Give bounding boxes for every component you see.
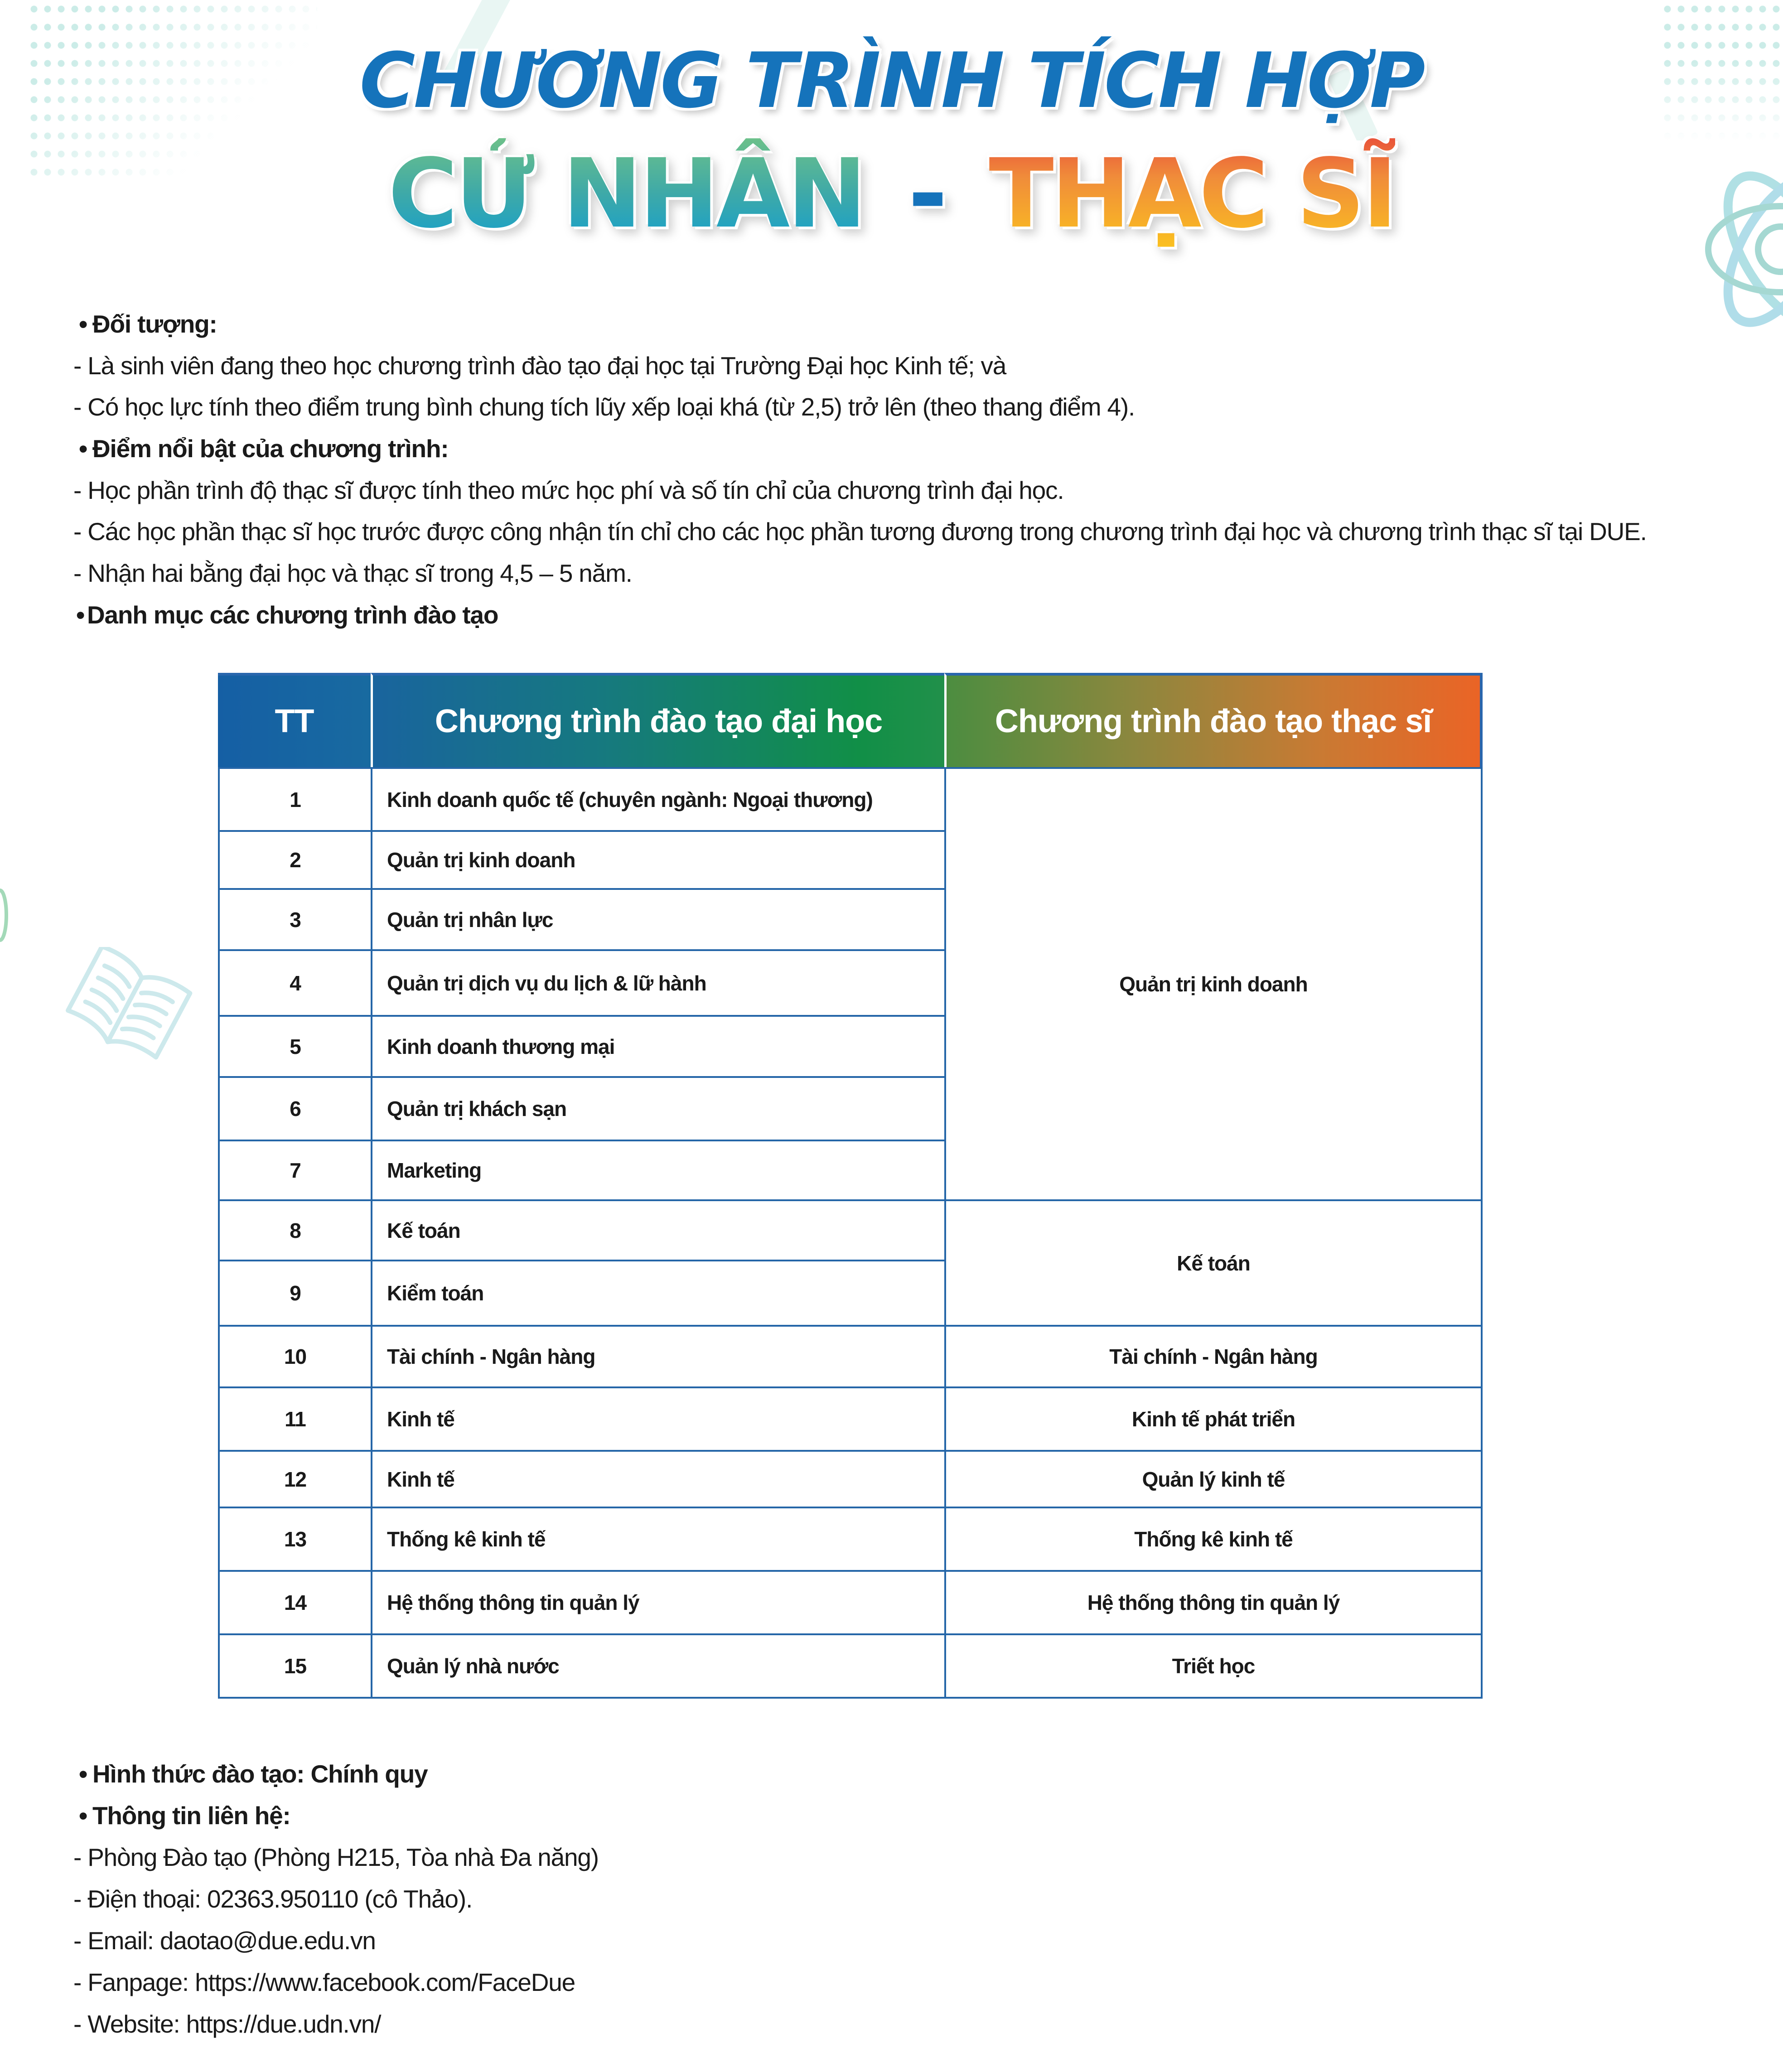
undergrad-program: Kinh tế: [371, 1386, 946, 1452]
undergrad-program: Kinh doanh thương mại: [371, 1015, 946, 1078]
atom-icon: [0, 884, 14, 947]
masters-program: Quản trị kinh doanh: [944, 767, 1483, 1201]
row-number: 9: [218, 1260, 372, 1327]
contact-fanpage[interactable]: - Fanpage: https://www.facebook.com/FaceDue: [73, 1968, 575, 1996]
header-masters: Chương trình đào tạo thạc sĩ: [944, 673, 1483, 767]
row-number: 4: [218, 949, 372, 1017]
heading-mode: • Hình thức đào tạo: Chính quy: [73, 1758, 428, 1790]
highlight-line-3: - Nhận hai bằng đại học và thạc sĩ trong 4,5 – 5 năm.: [73, 559, 632, 587]
heading-highlights: • Điểm nổi bật của chương trình:: [73, 433, 448, 464]
title-bachelor: CỬ NHÂN: [388, 138, 864, 249]
row-number: 11: [218, 1386, 372, 1452]
row-number: 10: [218, 1325, 372, 1388]
row-number: 14: [218, 1570, 372, 1635]
title-master: THẠC SĨ: [989, 138, 1395, 249]
contact-office: - Phòng Đào tạo (Phòng H215, Tòa nhà Đa năng): [73, 1843, 599, 1871]
programs-table: [218, 673, 1483, 1697]
undergrad-program: Kinh doanh quốc tế (chuyên ngành: Ngoại thương): [371, 767, 946, 832]
target-line-2: - Có học lực tính theo điểm trung bình chung tích lũy xếp loại khá (từ 2,5) trở lên (theo thang điểm 4).: [73, 393, 1135, 421]
undergrad-program: Quản trị dịch vụ du lịch & lữ hành: [371, 949, 946, 1017]
masters-program: Thống kê kinh tế: [944, 1507, 1483, 1572]
row-number: 2: [218, 830, 372, 890]
page-title-line1: CHƯƠNG TRÌNH TÍCH HỢP: [359, 36, 1424, 125]
undergrad-program: Kế toán: [371, 1199, 946, 1261]
bullet-icon: •: [76, 601, 85, 629]
row-number: 8: [218, 1199, 372, 1261]
undergrad-program: Hệ thống thông tin quản lý: [371, 1570, 946, 1635]
row-number: 12: [218, 1450, 372, 1508]
undergrad-program: Thống kê kinh tế: [371, 1507, 946, 1572]
undergrad-program: Tài chính - Ngân hàng: [371, 1325, 946, 1388]
masters-program: Tài chính - Ngân hàng: [944, 1325, 1483, 1388]
header-undergrad: Chương trình đào tạo đại học: [371, 673, 944, 767]
open-book-icon: [59, 947, 195, 1065]
header-tt: TT: [218, 673, 371, 767]
masters-program: Hệ thống thông tin quản lý: [944, 1570, 1483, 1635]
heading-target: • Đối tượng:: [73, 308, 217, 340]
bullet-icon: •: [78, 1760, 87, 1788]
masters-program: Kế toán: [944, 1199, 1483, 1327]
heading-catalog: • Danh mục các chương trình đào tạo: [73, 599, 498, 631]
row-number: 15: [218, 1633, 372, 1699]
bullet-icon: •: [78, 435, 87, 463]
highlight-line-1: - Học phần trình độ thạc sĩ được tính theo mức học phí và số tín chỉ của chương trình đại học.: [73, 476, 1064, 504]
undergrad-program: Kinh tế: [371, 1450, 946, 1508]
contact-phone: - Điện thoại: 02363.950110 (cô Thảo).: [73, 1885, 473, 1913]
undergrad-program: Quản lý nhà nước: [371, 1633, 946, 1699]
row-number: 13: [218, 1507, 372, 1572]
undergrad-program: Quản trị khách sạn: [371, 1076, 946, 1141]
contact-email[interactable]: - Email: daotao@due.edu.vn: [73, 1927, 376, 1955]
page-title-line2: [0, 138, 1783, 249]
title-dash: -: [908, 138, 945, 249]
masters-program: Quản lý kinh tế: [944, 1450, 1483, 1508]
undergrad-program: Kiểm toán: [371, 1260, 946, 1327]
row-number: 7: [218, 1140, 372, 1201]
highlight-line-2: - Các học phần thạc sĩ học trước được công nhận tín chỉ cho các học phần tương đương trong chương trình đại học và chương trình thạc sĩ tại DUE.: [73, 517, 1647, 546]
masters-program: Kinh tế phát triển: [944, 1386, 1483, 1452]
bullet-icon: •: [78, 310, 87, 338]
row-number: 3: [218, 888, 372, 951]
contact-website[interactable]: - Website: https://due.udn.vn/: [73, 2010, 381, 2038]
row-number: 1: [218, 767, 372, 832]
undergrad-program: Quản trị nhân lực: [371, 888, 946, 951]
bullet-icon: •: [78, 1802, 87, 1830]
masters-program: Triết học: [944, 1633, 1483, 1699]
row-number: 6: [218, 1076, 372, 1141]
target-line-1: - Là sinh viên đang theo học chương trình đào tạo đại học tại Trường Đại học Kinh tế; và: [73, 352, 1006, 380]
undergrad-program: Quản trị kinh doanh: [371, 830, 946, 890]
row-number: 5: [218, 1015, 372, 1078]
undergrad-program: Marketing: [371, 1140, 946, 1201]
heading-contact: • Thông tin liên hệ:: [73, 1800, 290, 1831]
